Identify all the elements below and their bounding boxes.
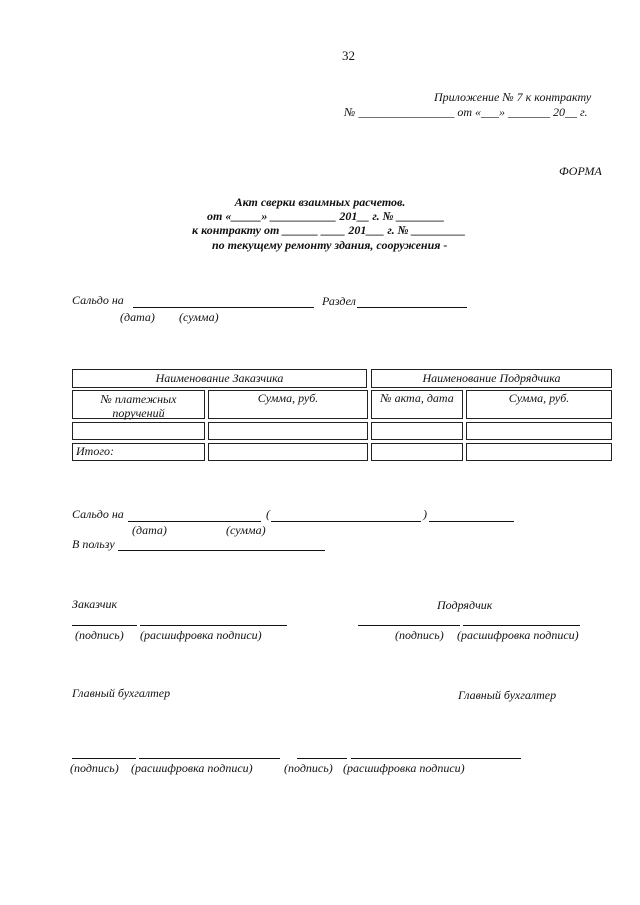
act-date-header-text: № акта, дата	[380, 391, 454, 405]
saldo-top-sum-hint: (сумма)	[179, 310, 219, 324]
customer-decode-hint: (расшифровка подписи)	[140, 628, 262, 642]
appendix-line-1: Приложение № 7 к контракту	[434, 90, 592, 104]
sum-right-header-text: Сумма, руб.	[508, 391, 570, 405]
data-cell-sum-right[interactable]	[466, 422, 612, 440]
data-cell-orders[interactable]	[72, 422, 205, 440]
total-cell-sum-right[interactable]	[466, 443, 612, 461]
contractor-decode-hint: (расшифровка подписи)	[457, 628, 579, 642]
in-favor-field-line	[118, 550, 325, 551]
in-favor-label: В пользу	[72, 537, 115, 551]
repair-subject-line: по текущему ремонту здания, сооружения -	[212, 238, 448, 252]
total-row-label	[72, 443, 205, 461]
saldo-bottom-date-hint: (дата)	[132, 523, 167, 537]
sum-left-header-text: Сумма, руб.	[257, 391, 319, 405]
payment-orders-header-text: № платежных поручений	[100, 392, 177, 420]
saldo-top-field-line	[133, 307, 314, 308]
section-label: Раздел	[322, 294, 356, 308]
saldo-top-date-hint: (дата)	[120, 310, 155, 324]
contractor-chief-accountant-label: Главный бухгалтер	[458, 688, 557, 702]
contractor-accountant-sign-hint: (подпись)	[284, 761, 333, 775]
act-date-line: от «_____» ___________ 201__ г. № ________	[207, 209, 445, 223]
total-label-text: Итого:	[76, 444, 115, 458]
customer-accountant-sign-line	[72, 758, 136, 759]
paren-close: )	[423, 507, 427, 521]
customer-accountant-sign-hint: (подпись)	[70, 761, 119, 775]
saldo-bottom-sum-line	[271, 521, 421, 522]
act-date-header	[371, 390, 463, 419]
page-number: 32	[342, 48, 355, 63]
customer-accountant-decode-hint: (расшифровка подписи)	[131, 761, 253, 775]
total-cell-act[interactable]	[371, 443, 463, 461]
customer-decode-line	[140, 625, 287, 626]
contractor-sign-line	[358, 625, 460, 626]
contractor-header-text: Наименование Подрядчика	[422, 371, 561, 385]
saldo-label-top: Сальдо на	[72, 293, 124, 307]
contractor-decode-line	[463, 625, 580, 626]
customer-sign-hint: (подпись)	[75, 628, 124, 642]
saldo-bottom-field-line	[128, 521, 261, 522]
paren-open: (	[266, 507, 270, 521]
contractor-accountant-decode-hint: (расшифровка подписи)	[343, 761, 465, 775]
saldo-label-bottom: Сальдо на	[72, 507, 124, 521]
sum-right-header	[466, 390, 612, 419]
payment-orders-header	[72, 390, 205, 419]
sum-left-header	[208, 390, 368, 419]
section-field-line	[357, 307, 467, 308]
act-title: Акт сверки взаимных расчетов.	[234, 195, 406, 209]
contractor-accountant-decode-line	[351, 758, 521, 759]
customer-label: Заказчик	[72, 597, 118, 611]
contractor-accountant-sign-line	[297, 758, 347, 759]
data-cell-act[interactable]	[371, 422, 463, 440]
data-cell-sum-left[interactable]	[208, 422, 368, 440]
customer-header	[72, 369, 367, 388]
customer-sign-line	[72, 625, 137, 626]
contractor-label: Подрядчик	[437, 598, 493, 612]
saldo-bottom-sum-hint: (сумма)	[226, 523, 266, 537]
customer-chief-accountant-label: Главный бухгалтер	[72, 686, 171, 700]
saldo-bottom-extra-line	[429, 521, 514, 522]
contractor-sign-hint: (подпись)	[395, 628, 444, 642]
contractor-header	[371, 369, 612, 388]
customer-accountant-decode-line	[139, 758, 280, 759]
customer-header-text: Наименование Заказчика	[155, 371, 284, 385]
form-label: ФОРМА	[559, 164, 602, 178]
appendix-line-2: № ________________ от «___» _______ 20__ г.	[344, 105, 588, 119]
contract-ref-line: к контракту от ______ ____ 201___ г. № _________	[192, 223, 466, 237]
total-cell-sum-left[interactable]	[208, 443, 368, 461]
